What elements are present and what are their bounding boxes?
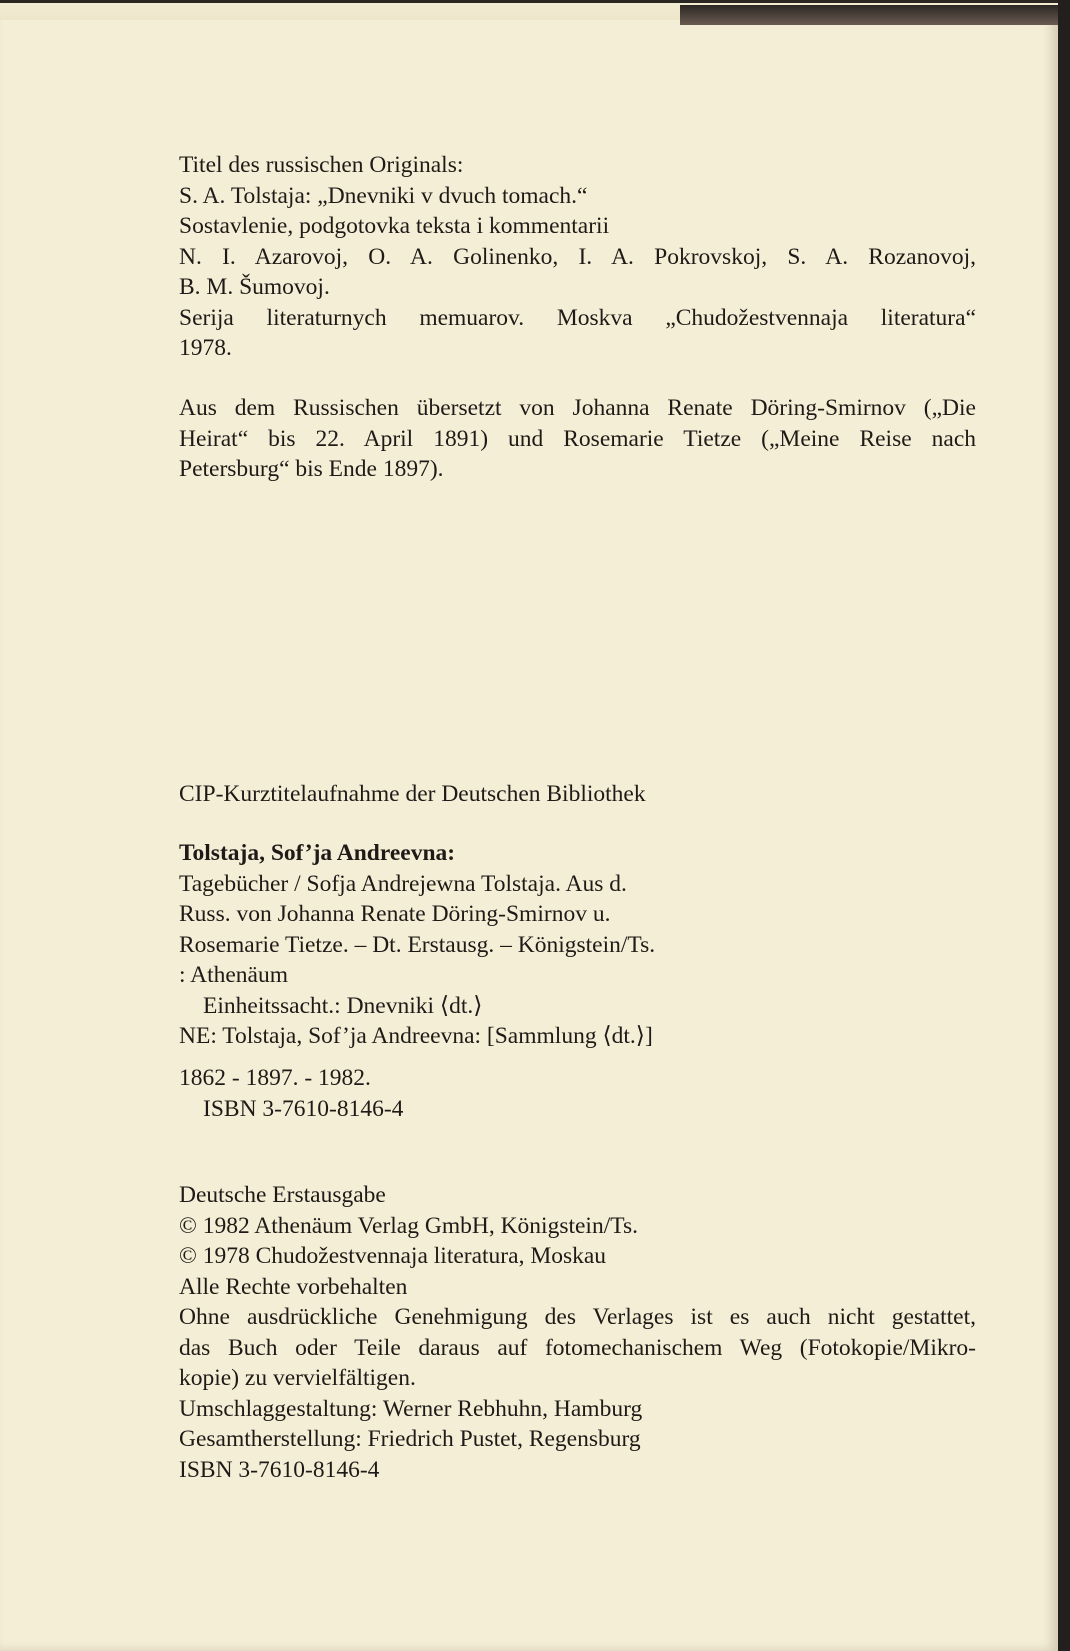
original-title-line: 1978. [179, 335, 232, 361]
credit-isbn: ISBN 3-7610-8146-4 [179, 1456, 380, 1483]
cip-isbn: ISBN 3-7610-8146-4 [203, 1095, 404, 1122]
cip-line: Tagebücher / Sofja Andrejewna Tolstaja. Aus d. [179, 870, 627, 897]
rights-line: Ohne ausdrückliche Genehmigung des Verlages ist es auch nicht gestattet, [179, 1304, 976, 1330]
cip-line: Russ. von Johanna Renate Döring-Smirnov u. [179, 901, 611, 927]
original-title-line: N. I. Azarovoj, O. A. Golinenko, I. A. Pokrovskoj, S. A. Rozanovoj, [179, 243, 976, 270]
book-spine-edge [1058, 0, 1070, 1651]
credit-line: Gesamtherstellung: Friedrich Pustet, Regensburg [179, 1426, 641, 1452]
rights-line: das Buch oder Teile daraus auf fotomechanischem Weg (Fotokopie/Mikro- [179, 1334, 976, 1361]
top-dark-band [680, 5, 1070, 25]
cip-dates: 1862 - 1897. - 1982. [179, 1065, 371, 1091]
original-title-block [179, 150, 976, 364]
imprint-line: © 1982 Athenäum Verlag GmbH, Königstein/Ts. [179, 1212, 638, 1239]
cip-line: : Athenäum [179, 962, 288, 988]
rights-line: kopie) zu vervielfältigen. [179, 1365, 416, 1391]
cip-line: Rosemarie Tietze. – Dt. Erstausg. – Königstein/Ts. [179, 931, 656, 958]
original-title-line: B. M. Šumovoj. [179, 274, 330, 300]
cip-line: Einheitssacht.: Dnevniki ⟨dt.⟩ [203, 992, 483, 1019]
imprint-line: Deutsche Erstausgabe [179, 1182, 386, 1208]
translation-block [179, 393, 976, 485]
cip-heading-block [179, 779, 976, 810]
translation-line: Aus dem Russischen übersetzt von Johanna Renate Döring-Smirnov („Die [179, 395, 976, 421]
imprint-block [179, 1180, 976, 1485]
original-title-heading: Titel des russischen Originals: [179, 152, 464, 178]
original-title-line: Serija literaturnych memuarov. Moskva „Chudožestvennaja literatura“ [179, 304, 976, 331]
top-shadow-line [0, 0, 1070, 3]
credit-line: Umschlaggestaltung: Werner Rebhuhn, Hamburg [179, 1395, 643, 1422]
cip-record [179, 838, 976, 1052]
translation-line: Petersburg“ bis Ende 1897). [179, 456, 444, 482]
cip-line: NE: Tolstaja, Sof’ja Andreevna: [Sammlung ⟨dt.⟩] [179, 1023, 653, 1049]
imprint-line: © 1978 Chudožestvennaja literatura, Moskau [179, 1243, 607, 1269]
original-title-line: S. A. Tolstaja: „Dnevniki v dvuch tomach.“ [179, 182, 588, 209]
cip-heading: CIP-Kurztitelaufnahme der Deutschen Bibliothek [179, 781, 646, 807]
original-title-line: Sostavlenie, podgotovka teksta i kommentarii [179, 213, 610, 239]
translation-line: Heirat“ bis 22. April 1891) und Rosemarie Tietze („Meine Reise nach [179, 425, 976, 452]
cip-author: Tolstaja, Sof’ja Andreevna: [179, 840, 456, 866]
cip-footer [179, 1063, 976, 1124]
imprint-line: Alle Rechte vorbehalten [179, 1273, 408, 1300]
